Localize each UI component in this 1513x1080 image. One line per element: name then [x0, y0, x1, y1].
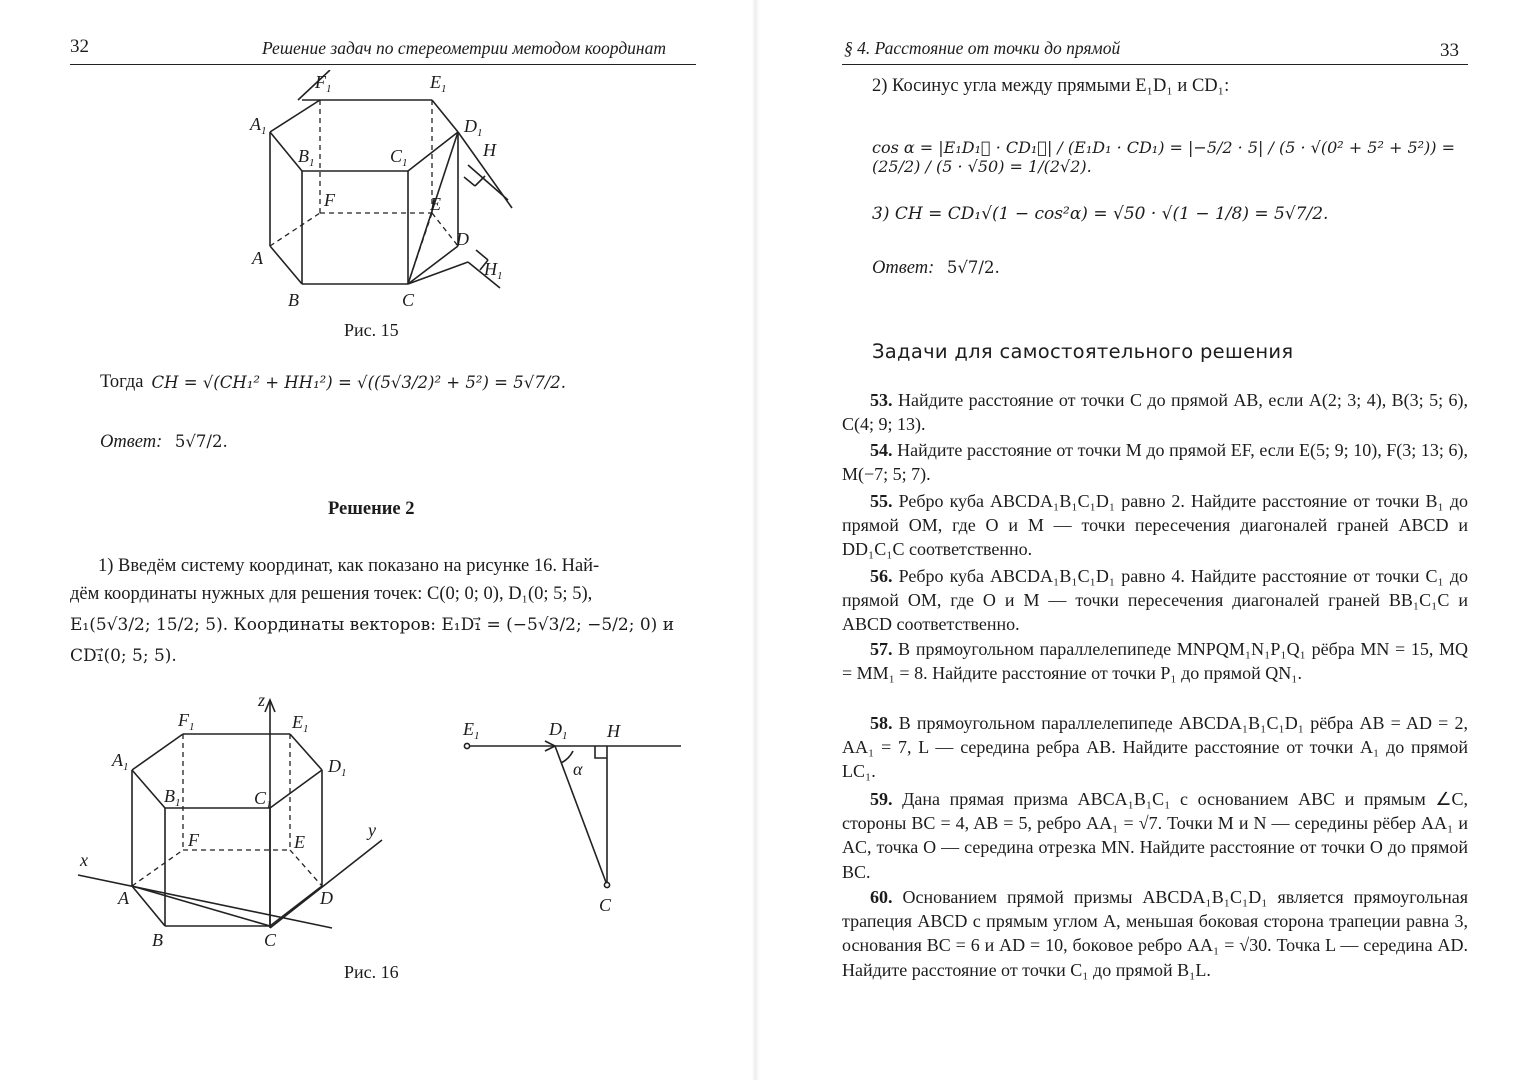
problem-54: 54. Найдите расстояние от точки M до прямой EF, если E(5; 9; 10), F(3; 13; 6), M(−7; 5; 7). — [842, 440, 1468, 485]
step-3-line: 3) CH = CD₁√(1 − cos²α) = √50 · √(1 − 1/8) = 5√7/2. — [872, 204, 1329, 224]
svg-text:E: E — [430, 194, 441, 214]
problem-60: 60. Основанием прямой призмы ABCDA₁B₁C₁D₁ является прямоугольная трапеция ABCD с прямым углом A, меньшая боковая сторона трапеции равна 3, основания BC = 6 и AD = 10, боковое ребро AA₁ = √30. Точка L — середина AD. Найдите расстояние от точки C₁ до прямой B₁L. — [842, 887, 1469, 980]
svg-text:A1: $A_1$ — [112, 750, 129, 773]
running-title-right: § 4. Расстояние от точки до прямой — [844, 38, 1121, 58]
svg-text:B1: $B_1$ — [164, 786, 181, 809]
svg-text:B1: $B_1$ — [298, 146, 315, 169]
solution-2-line-2: дём координаты нужных для решения точек: C(0; 0; 0), D₁(0; 5; 5), — [70, 584, 593, 604]
answer-line-left — [100, 432, 228, 453]
svg-text:x: x — [80, 850, 88, 870]
ch-formula-line — [100, 372, 566, 393]
svg-text:y: y — [368, 820, 376, 840]
solution-2-line-4: CD₁⃗(0; 5; 5). — [70, 646, 177, 666]
svg-text:C: C — [402, 290, 415, 310]
svg-text:A: A — [118, 888, 129, 908]
answer-label-right: Ответ: — [872, 258, 935, 278]
figure-16-prism-coordinates — [70, 690, 410, 960]
solution-2-line-3: E₁(5√3/2; 15/2; 5). Координаты векторов: E₁D₁⃗ = (−5√3/2; −5/2; 0) и — [70, 615, 675, 635]
figure-15-prism-diagram — [240, 70, 540, 315]
answer-line-right — [872, 258, 1000, 279]
svg-text:A: A — [252, 248, 263, 268]
svg-text:F1: $F_1$ — [315, 72, 332, 95]
svg-text:C: C — [599, 895, 612, 915]
figure-16-caption: Рис. 16 — [344, 962, 399, 982]
svg-text:F: F — [188, 830, 199, 850]
svg-text:α: α — [573, 759, 583, 779]
svg-text:H: H — [483, 140, 496, 160]
svg-text:B: B — [288, 290, 299, 310]
svg-text:D: D — [456, 229, 469, 249]
svg-text:D: D — [320, 888, 333, 908]
svg-text:C1: $C_1$ — [254, 788, 272, 811]
solution-2-paragraph — [70, 552, 696, 670]
step-2-line: 2) Косинус угла между прямыми E₁D₁ и CD₁: — [872, 76, 1230, 96]
problem-59: 59. Дана прямая призма ABCA₁B₁C₁ с основанием ABC и прямым ∠C, стороны BC = 4, AB = 5, ребро AA₁ = √7. Точки M и N — середины рёбер AA₁ и AC, точка O — середина отрезка MN. Найдите расстояние от точки O до прямой BC. — [842, 789, 1469, 882]
section-title: Задачи для самостоятельного решения — [872, 340, 1294, 363]
figure-15-caption: Рис. 15 — [344, 320, 399, 340]
problem-56: 56. Ребро куба ABCDA₁B₁C₁D₁ равно 4. Найдите расстояние от точки C₁ до прямой OM, где O и M — точки пересечения диагоналей граней BB₁C₁C и ABCD соответственно. — [842, 566, 1469, 635]
solution-2-heading: Решение 2 — [328, 499, 415, 519]
svg-text:E1: $E_1$ — [463, 719, 480, 742]
svg-text:D1: $D_1$ — [328, 756, 347, 779]
svg-text:C: C — [264, 930, 277, 950]
problem-53: 53. Найдите расстояние от точки C до прямой AB, если A(2; 3; 4), B(3; 5; 6), C(4; 9; 13). — [842, 390, 1469, 435]
svg-text:D1: $D_1$ — [549, 719, 568, 742]
problem-58: 58. В прямоугольном параллелепипеде ABCDA₁B₁C₁D₁ рёбра AB = AD = 2, AA₁ = 7, L — середина ребра AB. Найдите расстояние от точки A₁ до прямой LC₁. — [842, 713, 1469, 782]
tog-prefix: Тогда — [100, 372, 144, 392]
svg-text:E1: $E_1$ — [292, 712, 309, 735]
problem-57: 57. В прямоугольном параллелепипеде MNPQM₁N₁P₁Q₁ рёбра MN = 15, MQ = MM₁ = 8. Найдите расстояние от точки P₁ до прямой QN₁. — [842, 639, 1468, 684]
header-rule-left — [70, 64, 696, 65]
ch-formula: CH = √(CH₁² + HH₁²) = √((5√3/2)² + 5²) = 5√7/2. — [151, 373, 567, 392]
figure-16-angle-diagram — [455, 715, 690, 920]
page-number-left: 32 — [70, 36, 89, 57]
svg-text:C1: $C_1$ — [390, 146, 408, 169]
header-rule-right — [842, 64, 1468, 65]
page-number-right: 33 — [1440, 40, 1459, 61]
answer-value-right: 5√7/2. — [946, 258, 1000, 277]
solution-2-line-1: 1) Введём систему координат, как показано на рисунке 16. Най- — [98, 556, 600, 576]
left-page — [0, 0, 756, 1080]
svg-text:D1: $D_1$ — [464, 116, 483, 139]
svg-text:H1: $H_1$ — [484, 259, 503, 282]
svg-text:F1: $F_1$ — [178, 710, 195, 733]
svg-text:z: z — [258, 690, 266, 710]
svg-text:E1: $E_1$ — [430, 72, 447, 95]
problem-55: 55. Ребро куба ABCDA₁B₁C₁D₁ равно 2. Найдите расстояние от точки B₁ до прямой OM, где O и M — точки пересечения диагоналей граней ABCD и DD₁C₁C соответственно. — [842, 491, 1469, 560]
right-page — [756, 0, 1513, 1080]
svg-text:H: H — [607, 721, 620, 741]
answer-value-left: 5√7/2. — [174, 432, 228, 451]
svg-text:E: E — [294, 832, 305, 852]
running-title-left: Решение задач по стереометрии методом координат — [262, 38, 666, 58]
cos-formula: cos α = |E₁D₁⃗ · CD₁⃗| / (E₁D₁ · CD₁) = |−5/2 · 5| / (5 · √(0² + 5² + 5²)) = (25/2) / (5 · √50) = 1/(2√2). — [872, 138, 1456, 176]
svg-text:F: F — [324, 190, 335, 210]
svg-text:A1: $A_1$ — [250, 114, 267, 137]
svg-text:B: B — [152, 930, 163, 950]
answer-label-left: Ответ: — [100, 432, 163, 452]
